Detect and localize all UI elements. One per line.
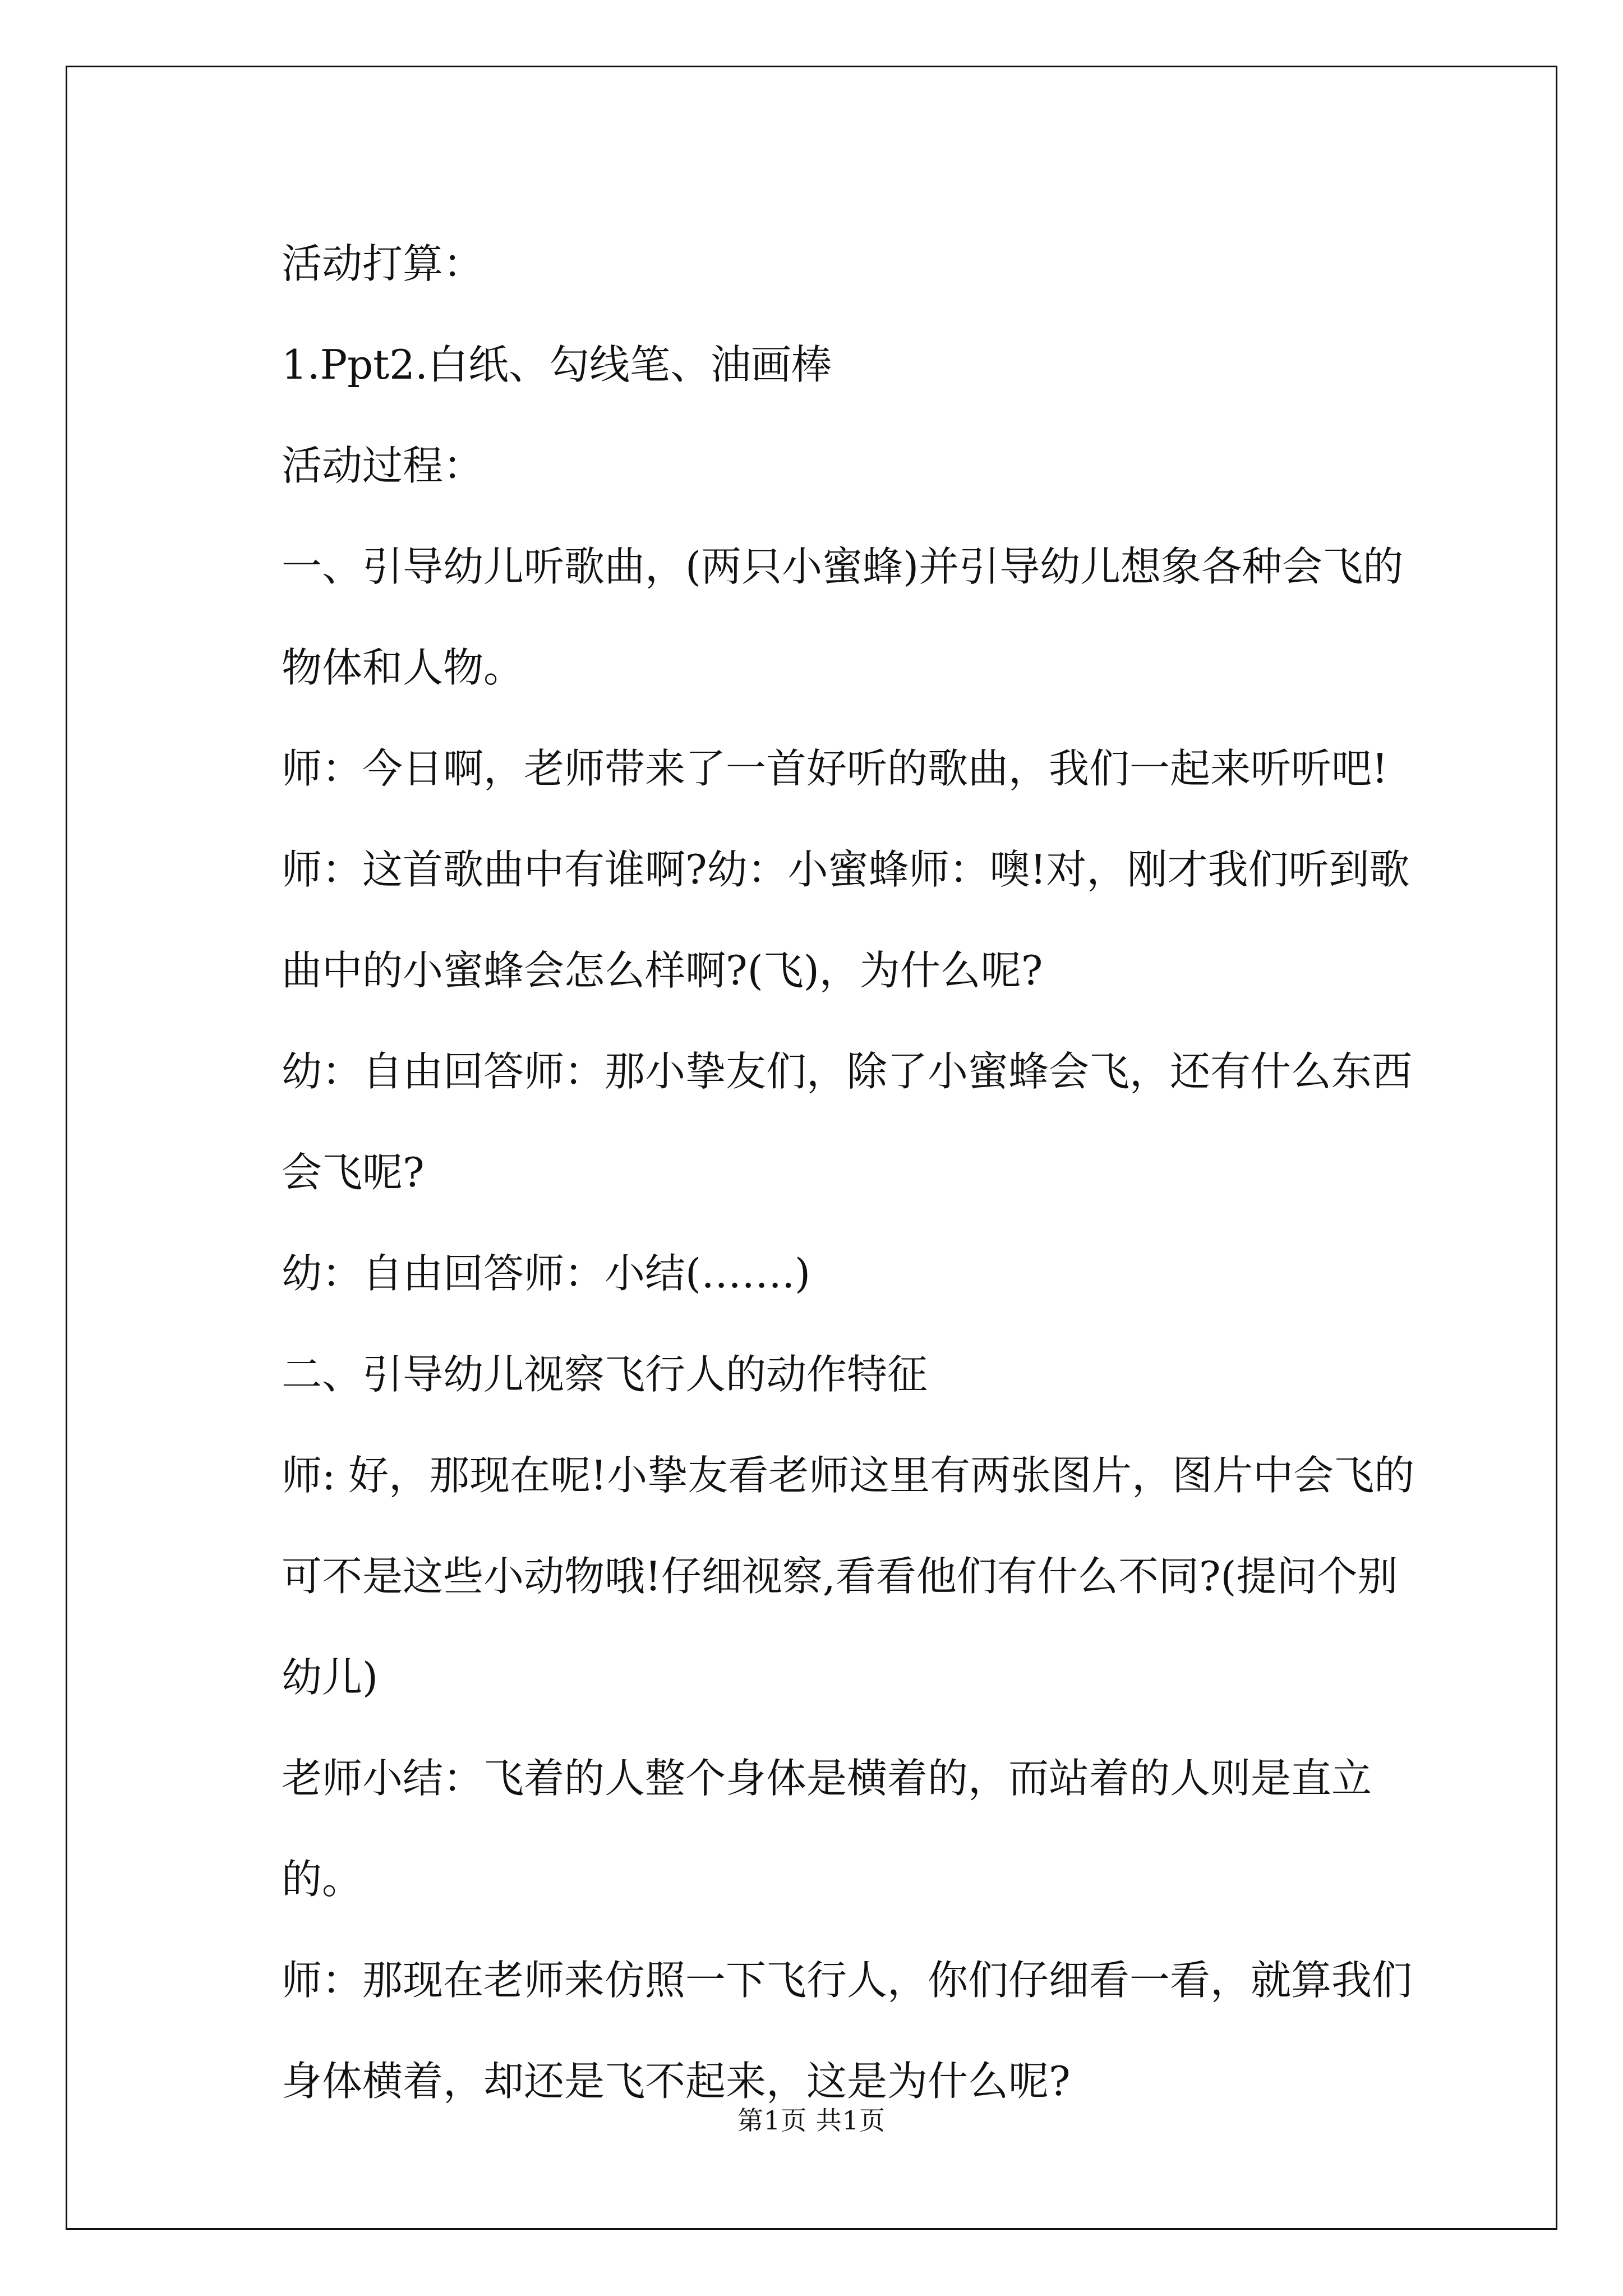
page-footer [0, 2100, 1623, 2137]
document-body [199, 213, 1432, 2132]
paragraph: 师：这首歌曲中有谁啊?幼：小蜜蜂师：噢!对，刚才我们听到歌曲中的小蜜蜂会怎么样啊?(飞)，为什么呢? [282, 846, 1410, 994]
paragraph: 活动打算： [282, 240, 484, 287]
paragraph: 幼：自由回答师：小结(…….) [282, 1250, 811, 1297]
paragraph: 师：今日啊，老师带来了一首好听的歌曲，我们一起来听听吧! [282, 745, 1388, 792]
paragraph: 一、引导幼儿听歌曲，(两只小蜜蜂)并引导幼儿想象各种会飞的物体和人物。 [282, 543, 1404, 691]
paragraph: 师：那现在老师来仿照一下飞行人，你们仔细看一看，就算我们身体横着，却还是飞不起来，这是为什么呢? [282, 1957, 1413, 2105]
paragraph: 师: 好，那现在呢!小挚友看老师这里有两张图片，图片中会飞的可不是这些小动物哦!仔细视察,看看他们有什么不同?(提问个别幼儿) [282, 1452, 1415, 1701]
page-number-text: 第1页 共1页 [737, 2105, 886, 2136]
paragraph: 二、引导幼儿视察飞行人的动作特征 [282, 1351, 928, 1398]
paragraph: 幼：自由回答师：那小挚友们，除了小蜜蜂会飞，还有什么东西会飞呢? [282, 1048, 1413, 1196]
paragraph: 老师小结：飞着的人整个身体是横着的，而站着的人则是直立的。 [282, 1755, 1372, 1903]
paragraph: 1.Ppt2.白纸、勾线笔、油画棒 [282, 341, 832, 388]
paragraph: 活动过程： [282, 442, 484, 489]
